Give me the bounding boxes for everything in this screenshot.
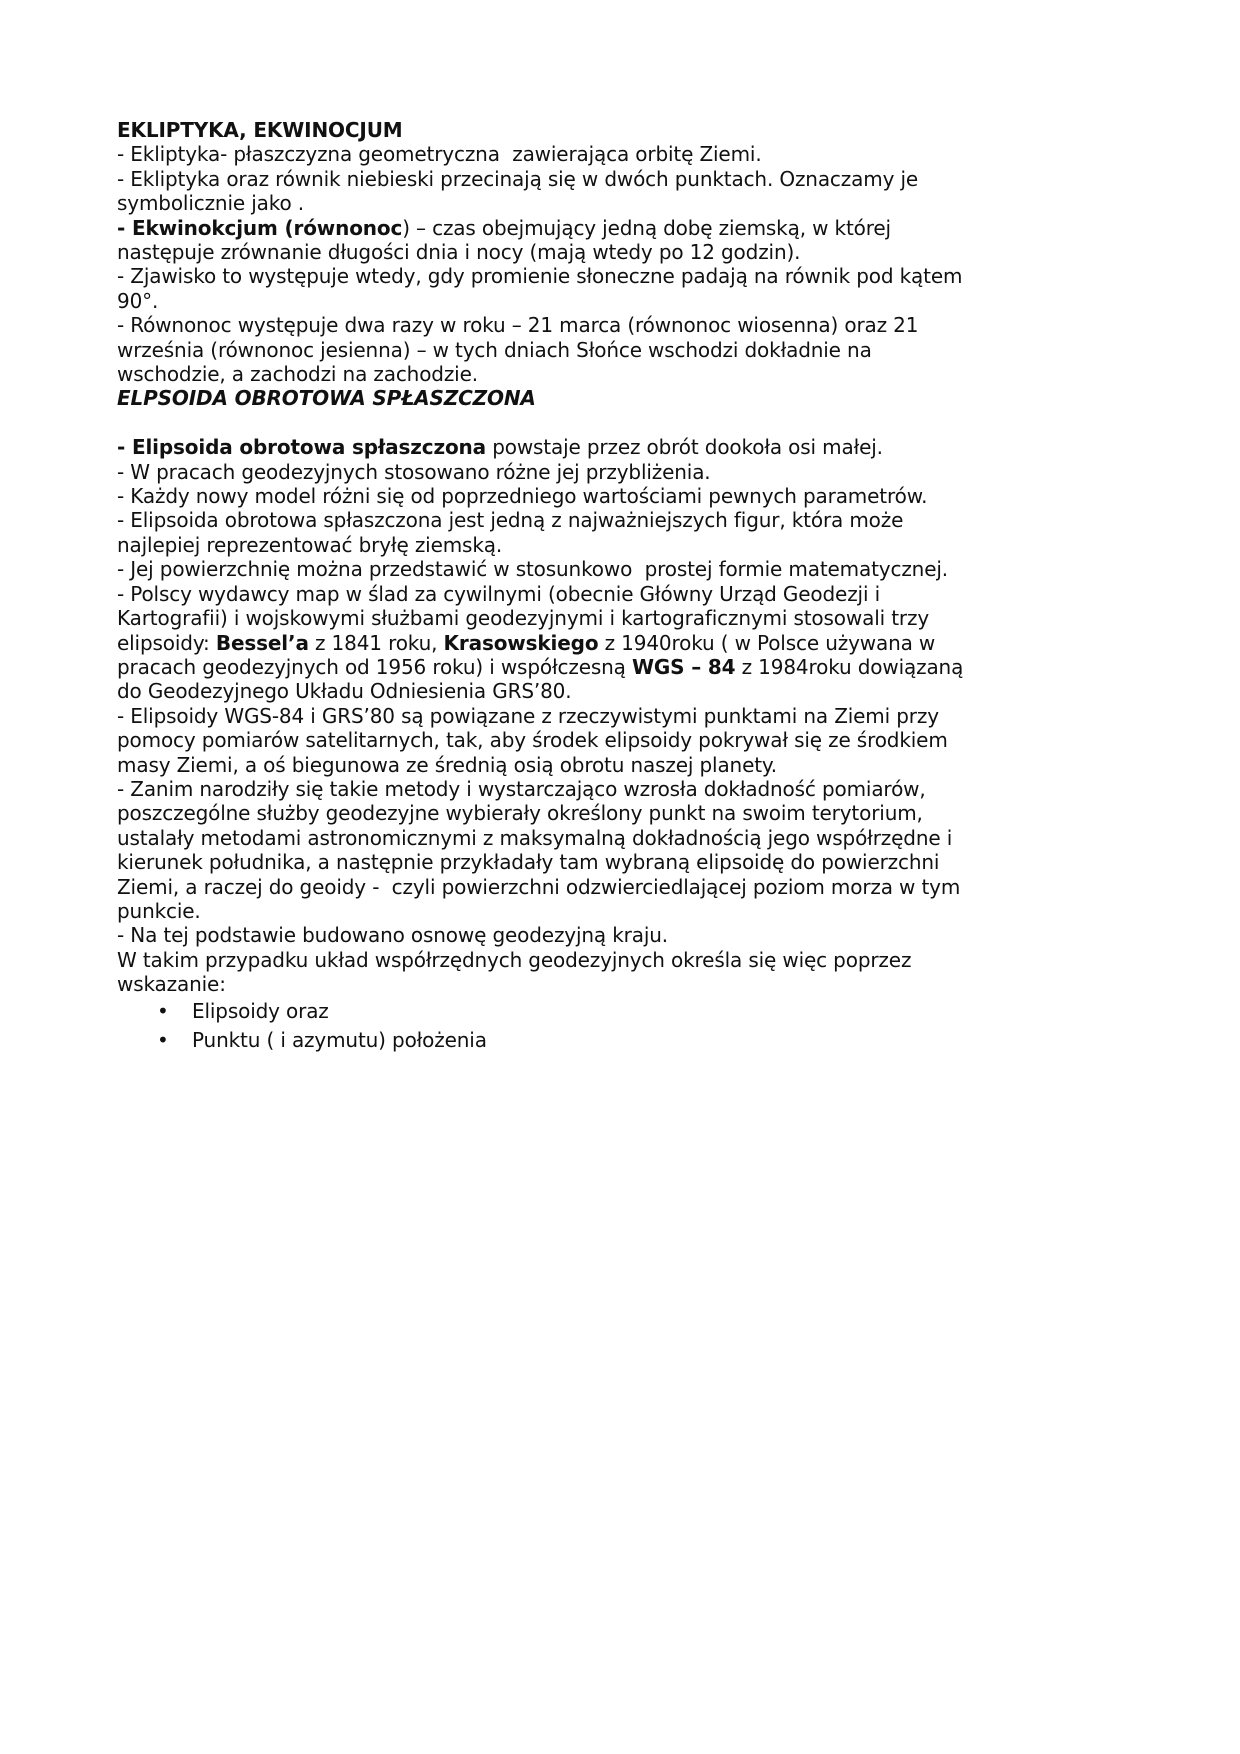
definition-text: powstaje przez obrót dookoła osi małej. (485, 435, 883, 460)
heading-elipsoida: ELPSOIDA OBROTOWA SPŁASZCZONA (117, 386, 536, 411)
definition-text: ) – czas obejmujący jedną dobę ziemską, w której (402, 215, 891, 240)
blank-line (117, 411, 1117, 435)
bullet-item: • Elipsoidy oraz (117, 997, 1117, 1026)
heading-ekliptyka: EKLIPTYKA, EKWINOCJUM (117, 118, 403, 142)
paragraph-line-ekwinokcjum (117, 216, 1117, 240)
paragraph-line-wgs (117, 655, 1117, 679)
term-wgs84: WGS – 84 (631, 654, 736, 679)
paragraph-line: - Zjawisko to występuje wtedy, gdy promienie słoneczne padają na równik pod kątem (117, 264, 963, 289)
paragraph-line: poszczególne służby geodezyjne wybierały określony punkt na swoim terytorium, (117, 801, 923, 826)
paragraph-line: najlepiej reprezentować bryłę ziemską. (117, 532, 503, 557)
paragraph-line: - Elipsoidy WGS-84 i GRS’80 są powiązane z rzeczywistymi punktami na Ziemi przy (117, 703, 939, 728)
paragraph-line: - Jej powierzchnię można przedstawić w stosunkowo prostej formie matematycznej. (117, 557, 948, 582)
document-page (117, 118, 1117, 1055)
paragraph-line: Ziemi, a raczej do geoidy - czyli powierzchni odzwierciedlającej poziom morza w tym (117, 874, 961, 899)
paragraph-line: masy Ziemi, a oś biegunowa ze średnią osią obrotu naszej planety. (117, 752, 777, 777)
paragraph-line: - Równonoc występuje dwa razy w roku – 21 marca (równonoc wiosenna) oraz 21 (117, 313, 919, 338)
paragraph-line: - Każdy nowy model różni się od poprzedniego wartościami pewnych parametrów. (117, 484, 928, 509)
paragraph-line: pomocy pomiarów satelitarnych, tak, aby środek elipsoidy pokrywał się ze środkiem (117, 728, 948, 753)
bullet-list (117, 997, 1117, 1055)
paragraph-line: - Elipsoida obrotowa spłaszczona jest jedną z najważniejszych figur, która może (117, 508, 904, 533)
paragraph-line: września (równonoc jesienna) – w tych dniach Słońce wschodzi dokładnie na (117, 337, 872, 362)
paragraph-line-elipsoidy (117, 631, 1117, 655)
term-ekwinokcjum: Ekwinokcjum (równonoc (131, 215, 403, 240)
text: elipsoidy: (117, 630, 216, 655)
paragraph-line: W takim przypadku układ współrzędnych geodezyjnych określa się więc poprzez (117, 947, 912, 972)
bullet-item: • Punktu ( i azymutu) położenia (117, 1026, 1117, 1055)
paragraph-line: - Ekliptyka oraz równik niebieski przecinają się w dwóch punktach. Oznaczamy je (117, 166, 919, 191)
paragraph-line: - Na tej podstawie budowano osnowę geodezyjną kraju. (117, 923, 668, 948)
paragraph-line: wschodzie, a zachodzi na zachodzie. (117, 362, 478, 387)
paragraph-line: do Geodezyjnego Układu Odniesienia GRS’80. (117, 679, 572, 704)
paragraph-line: punkcie. (117, 898, 201, 923)
paragraph-line: - Zanim narodziły się takie metody i wystarczająco wzrosła dokładność pomiarów, (117, 776, 926, 801)
term-elipsoida: - Elipsoida obrotowa spłaszczona (117, 435, 486, 460)
term-krasowskiego: Krasowskiego (443, 630, 599, 655)
text: z 1984roku dowiązaną (735, 654, 964, 679)
paragraph-line: 90°. (117, 288, 159, 313)
paragraph-line: - W pracach geodezyjnych stosowano różne jej przybliżenia. (117, 459, 711, 484)
paragraph-line: wskazanie: (117, 972, 226, 997)
term-bessel: Bessel’a (215, 630, 309, 655)
paragraph-line: - Polscy wydawcy map w ślad za cywilnymi (obecnie Główny Urząd Geodezji i (117, 581, 880, 606)
dash: - (117, 215, 132, 240)
paragraph-line-elipsoida (117, 435, 1117, 459)
paragraph-line: Kartografii) i wojskowymi służbami geodezyjnymi i kartograficznymi stosowali trzy (117, 606, 930, 631)
paragraph-line: symbolicznie jako . (117, 191, 304, 216)
text: z 1940roku ( w Polsce używana w (598, 630, 936, 655)
paragraph-line: kierunek południka, a następnie przykładały tam wybraną elipsoidę do powierzchni (117, 850, 940, 875)
paragraph-line: - Ekliptyka- płaszczyzna geometryczna zawierająca orbitę Ziemi. (117, 142, 762, 167)
text: z 1841 roku, (308, 630, 444, 655)
paragraph-line: następuje zrównanie długości dnia i nocy (mają wtedy po 12 godzin). (117, 240, 801, 265)
paragraph-line: ustalały metodami astronomicznymi z maksymalną dokładnością jego współrzędne i (117, 825, 953, 850)
text: pracach geodezyjnych od 1956 roku) i współczesną (117, 654, 632, 679)
